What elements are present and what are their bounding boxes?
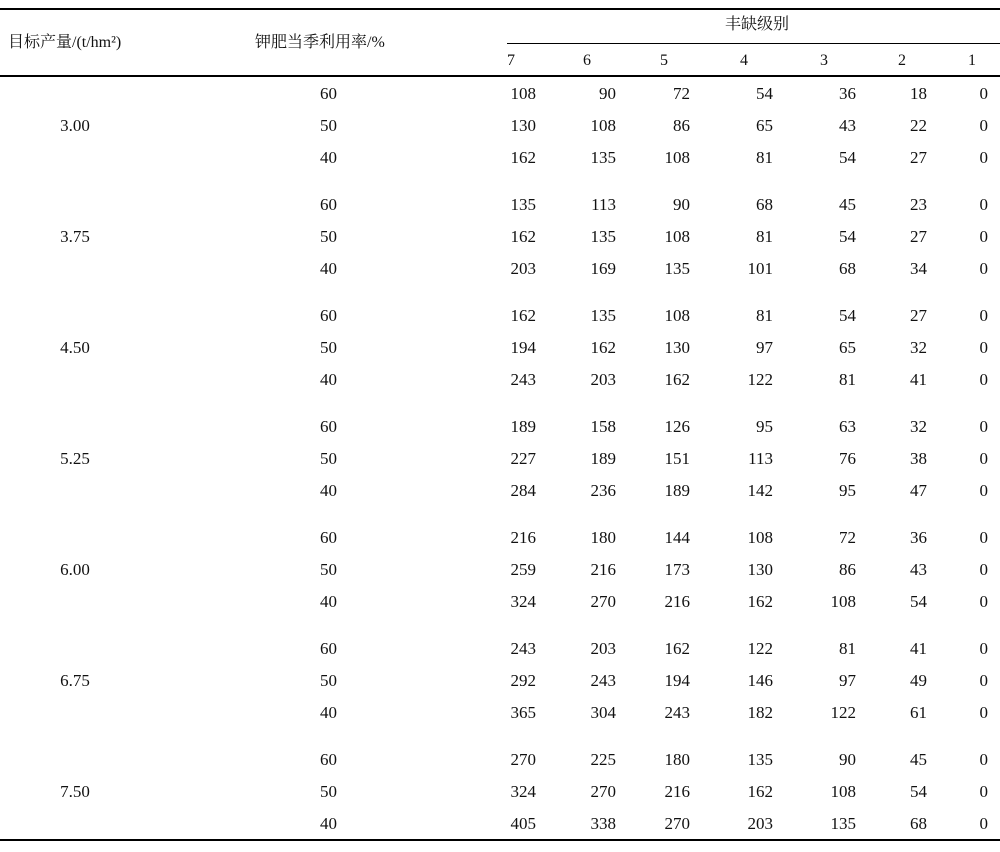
table-cell: 72 bbox=[673, 84, 690, 103]
table-cell: 203 bbox=[510, 259, 536, 278]
utilization-rate-cell: 50 bbox=[320, 227, 337, 246]
utilization-rate-cell: 60 bbox=[320, 750, 337, 769]
table-cell: 130 bbox=[747, 560, 773, 579]
table-cell: 54 bbox=[756, 84, 773, 103]
table-cell: 0 bbox=[979, 449, 988, 468]
table-cell: 54 bbox=[839, 148, 856, 167]
table-cell: 270 bbox=[590, 782, 616, 801]
utilization-rate-cell: 40 bbox=[320, 703, 337, 722]
table-cell: 18 bbox=[910, 84, 927, 103]
table-cell: 86 bbox=[839, 560, 856, 579]
table-cell: 22 bbox=[910, 116, 927, 135]
table-cell: 95 bbox=[839, 481, 856, 500]
table-cell: 162 bbox=[664, 639, 690, 658]
table-cell: 81 bbox=[839, 639, 856, 658]
table-cell: 108 bbox=[590, 116, 616, 135]
table-cell: 122 bbox=[747, 370, 773, 389]
table-cell: 108 bbox=[747, 528, 773, 547]
table-cell: 27 bbox=[910, 227, 927, 246]
table-cell: 23 bbox=[910, 195, 927, 214]
table-cell: 81 bbox=[756, 148, 773, 167]
header-target-yield: 目标产量/(t/hm²) bbox=[8, 34, 122, 51]
table-cell: 108 bbox=[664, 227, 690, 246]
grade-header-5: 5 bbox=[660, 52, 668, 69]
table-cell: 270 bbox=[664, 814, 690, 833]
table-cell: 65 bbox=[839, 338, 856, 357]
table-cell: 68 bbox=[839, 259, 856, 278]
table-cell: 180 bbox=[664, 750, 690, 769]
table-cell: 130 bbox=[510, 116, 536, 135]
target-yield-cell: 6.75 bbox=[60, 671, 90, 690]
table-cell: 97 bbox=[756, 338, 773, 357]
table-cell: 81 bbox=[756, 227, 773, 246]
table-cell: 142 bbox=[747, 481, 773, 500]
table-cell: 0 bbox=[979, 639, 988, 658]
table-cell: 41 bbox=[910, 639, 927, 658]
table-cell: 0 bbox=[979, 417, 988, 436]
table-cell: 194 bbox=[664, 671, 690, 690]
table-cell: 236 bbox=[590, 481, 616, 500]
table-cell: 365 bbox=[510, 703, 536, 722]
table-cell: 43 bbox=[839, 116, 856, 135]
table-cell: 0 bbox=[979, 703, 988, 722]
utilization-rate-cell: 50 bbox=[320, 560, 337, 579]
group-header-rule bbox=[507, 43, 1000, 44]
table-cell: 72 bbox=[839, 528, 856, 547]
table-cell: 203 bbox=[747, 814, 773, 833]
table-cell: 49 bbox=[910, 671, 927, 690]
table-cell: 189 bbox=[664, 481, 690, 500]
utilization-rate-cell: 50 bbox=[320, 449, 337, 468]
table-cell: 180 bbox=[590, 528, 616, 547]
target-yield-cell: 3.00 bbox=[60, 116, 90, 135]
table-cell: 243 bbox=[510, 639, 536, 658]
table-cell: 324 bbox=[510, 592, 536, 611]
table-cell: 45 bbox=[839, 195, 856, 214]
utilization-rate-cell: 60 bbox=[320, 84, 337, 103]
table-cell: 182 bbox=[747, 703, 773, 722]
table-cell: 108 bbox=[830, 592, 856, 611]
table-cell: 0 bbox=[979, 195, 988, 214]
table-cell: 47 bbox=[910, 481, 927, 500]
target-yield-cell: 5.25 bbox=[60, 449, 90, 468]
table-cell: 108 bbox=[830, 782, 856, 801]
table-cell: 113 bbox=[748, 449, 773, 468]
table-cell: 270 bbox=[510, 750, 536, 769]
table-cell: 68 bbox=[756, 195, 773, 214]
table-cell: 135 bbox=[747, 750, 773, 769]
grade-header-1: 1 bbox=[968, 52, 976, 69]
grade-header-4: 4 bbox=[740, 52, 748, 69]
utilization-rate-cell: 50 bbox=[320, 782, 337, 801]
table-cell: 86 bbox=[673, 116, 690, 135]
table-cell: 284 bbox=[510, 481, 536, 500]
table-cell: 304 bbox=[590, 703, 616, 722]
table-cell: 0 bbox=[979, 814, 988, 833]
table-cell: 41 bbox=[910, 370, 927, 389]
table-cell: 0 bbox=[979, 148, 988, 167]
utilization-rate-cell: 40 bbox=[320, 481, 337, 500]
utilization-rate-cell: 40 bbox=[320, 592, 337, 611]
table-cell: 0 bbox=[979, 592, 988, 611]
utilization-rate-cell: 60 bbox=[320, 306, 337, 325]
utilization-rate-cell: 40 bbox=[320, 370, 337, 389]
table-cell: 270 bbox=[590, 592, 616, 611]
table-cell: 162 bbox=[510, 227, 536, 246]
table-cell: 54 bbox=[839, 227, 856, 246]
table-cell: 135 bbox=[590, 148, 616, 167]
table-cell: 54 bbox=[910, 592, 927, 611]
table-cell: 90 bbox=[599, 84, 616, 103]
table-cell: 324 bbox=[510, 782, 536, 801]
table-cell: 54 bbox=[839, 306, 856, 325]
header-bottom-rule bbox=[0, 75, 1000, 77]
table-cell: 36 bbox=[910, 528, 927, 547]
table-cell: 0 bbox=[979, 782, 988, 801]
table-cell: 194 bbox=[510, 338, 536, 357]
utilization-rate-cell: 60 bbox=[320, 195, 337, 214]
table-cell: 27 bbox=[910, 306, 927, 325]
table-cell: 97 bbox=[839, 671, 856, 690]
table-cell: 158 bbox=[590, 417, 616, 436]
table-cell: 135 bbox=[590, 306, 616, 325]
table-cell: 0 bbox=[979, 338, 988, 357]
table-cell: 36 bbox=[839, 84, 856, 103]
table-cell: 259 bbox=[510, 560, 536, 579]
table-cell: 243 bbox=[510, 370, 536, 389]
table-cell: 169 bbox=[590, 259, 616, 278]
table-cell: 225 bbox=[590, 750, 616, 769]
table-cell: 130 bbox=[664, 338, 690, 357]
table-cell: 338 bbox=[590, 814, 616, 833]
table-cell: 216 bbox=[664, 782, 690, 801]
grade-header-7: 7 bbox=[507, 52, 515, 69]
table-cell: 108 bbox=[510, 84, 536, 103]
table-cell: 162 bbox=[664, 370, 690, 389]
table-cell: 122 bbox=[747, 639, 773, 658]
table-cell: 0 bbox=[979, 560, 988, 579]
header-utilization-rate: 钾肥当季利用率/% bbox=[255, 34, 385, 51]
table-cell: 81 bbox=[756, 306, 773, 325]
table-cell: 32 bbox=[910, 338, 927, 357]
table-cell: 135 bbox=[664, 259, 690, 278]
table-cell: 189 bbox=[510, 417, 536, 436]
grade-header-6: 6 bbox=[583, 52, 591, 69]
table-cell: 0 bbox=[979, 306, 988, 325]
table-cell: 0 bbox=[979, 671, 988, 690]
table-cell: 90 bbox=[839, 750, 856, 769]
table-cell: 0 bbox=[979, 481, 988, 500]
table-cell: 135 bbox=[510, 195, 536, 214]
table-cell: 122 bbox=[830, 703, 856, 722]
table-cell: 151 bbox=[664, 449, 690, 468]
table-cell: 90 bbox=[673, 195, 690, 214]
table-cell: 162 bbox=[510, 306, 536, 325]
table-cell: 189 bbox=[590, 449, 616, 468]
table-cell: 216 bbox=[590, 560, 616, 579]
table-cell: 203 bbox=[590, 370, 616, 389]
table-cell: 0 bbox=[979, 528, 988, 547]
table-cell: 227 bbox=[510, 449, 536, 468]
table-cell: 0 bbox=[979, 370, 988, 389]
table-cell: 113 bbox=[591, 195, 616, 214]
table-cell: 108 bbox=[664, 148, 690, 167]
table-cell: 27 bbox=[910, 148, 927, 167]
table-cell: 45 bbox=[910, 750, 927, 769]
table-cell: 63 bbox=[839, 417, 856, 436]
table-cell: 216 bbox=[510, 528, 536, 547]
table-cell: 405 bbox=[510, 814, 536, 833]
table-cell: 146 bbox=[747, 671, 773, 690]
table-cell: 108 bbox=[664, 306, 690, 325]
target-yield-cell: 6.00 bbox=[60, 560, 90, 579]
table-top-rule bbox=[0, 8, 1000, 10]
table-cell: 135 bbox=[830, 814, 856, 833]
table-cell: 243 bbox=[590, 671, 616, 690]
target-yield-cell: 3.75 bbox=[60, 227, 90, 246]
target-yield-cell: 7.50 bbox=[60, 782, 90, 801]
table-cell: 68 bbox=[910, 814, 927, 833]
table-cell: 0 bbox=[979, 259, 988, 278]
table-cell: 81 bbox=[839, 370, 856, 389]
table-cell: 38 bbox=[910, 449, 927, 468]
table-cell: 0 bbox=[979, 227, 988, 246]
table-cell: 0 bbox=[979, 116, 988, 135]
table-bottom-rule bbox=[0, 839, 1000, 841]
table-cell: 126 bbox=[664, 417, 690, 436]
table-cell: 101 bbox=[747, 259, 773, 278]
utilization-rate-cell: 50 bbox=[320, 116, 337, 135]
target-yield-cell: 4.50 bbox=[60, 338, 90, 357]
table-cell: 0 bbox=[979, 750, 988, 769]
table-cell: 65 bbox=[756, 116, 773, 135]
table-cell: 203 bbox=[590, 639, 616, 658]
table-cell: 32 bbox=[910, 417, 927, 436]
table-cell: 216 bbox=[664, 592, 690, 611]
utilization-rate-cell: 40 bbox=[320, 814, 337, 833]
table-cell: 54 bbox=[910, 782, 927, 801]
table-cell: 162 bbox=[747, 782, 773, 801]
table-cell: 173 bbox=[664, 560, 690, 579]
table-cell: 135 bbox=[590, 227, 616, 246]
table-cell: 162 bbox=[747, 592, 773, 611]
table-cell: 61 bbox=[910, 703, 927, 722]
table-cell: 95 bbox=[756, 417, 773, 436]
table-cell: 292 bbox=[510, 671, 536, 690]
table-cell: 43 bbox=[910, 560, 927, 579]
table-cell: 162 bbox=[590, 338, 616, 357]
table-cell: 243 bbox=[664, 703, 690, 722]
table-cell: 76 bbox=[839, 449, 856, 468]
utilization-rate-cell: 60 bbox=[320, 528, 337, 547]
utilization-rate-cell: 50 bbox=[320, 338, 337, 357]
utilization-rate-cell: 40 bbox=[320, 148, 337, 167]
header-grade-group: 丰缺级别 bbox=[724, 16, 789, 33]
table-cell: 34 bbox=[910, 259, 927, 278]
utilization-rate-cell: 60 bbox=[320, 417, 337, 436]
grade-header-3: 3 bbox=[820, 52, 828, 69]
table-cell: 0 bbox=[979, 84, 988, 103]
table-cell: 162 bbox=[510, 148, 536, 167]
utilization-rate-cell: 60 bbox=[320, 639, 337, 658]
grade-header-2: 2 bbox=[898, 52, 906, 69]
table-cell: 144 bbox=[664, 528, 690, 547]
utilization-rate-cell: 40 bbox=[320, 259, 337, 278]
utilization-rate-cell: 50 bbox=[320, 671, 337, 690]
